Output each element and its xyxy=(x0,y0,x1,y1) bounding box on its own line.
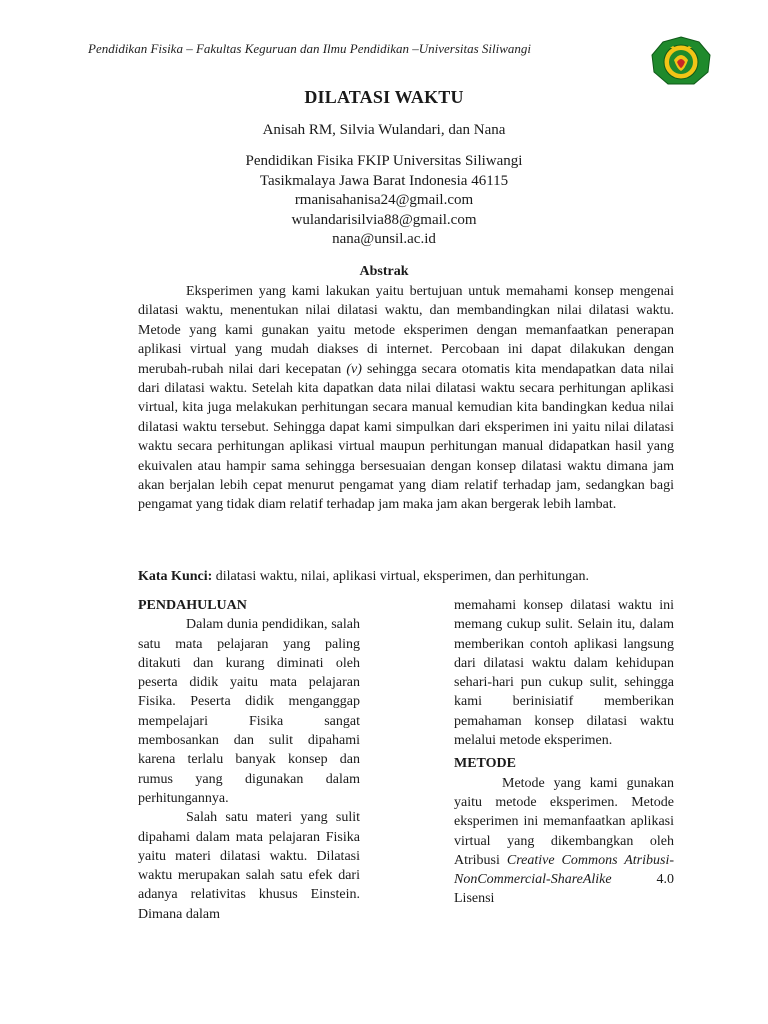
author-email: rmanisahanisa24@gmail.com xyxy=(294,192,474,208)
author-email: wulandarisilvia88@gmail.com xyxy=(291,211,477,228)
section-heading-pendahuluan: PENDAHULUAN xyxy=(138,598,247,613)
abstract-text-part: sehingga secara otomatis kita mendapatkan data nilai dari dilatasi waktu. Setelah kita dapatkan data nilai dilatasi waktu secara perhitungan aplikasi virtual, kita juga melakukan perhitungan secara manual kemudian kita bandingkan kedua nilai dilatasi waktu tersebut. Sehingga dapat kami simpulkan dari eksperimen ini yaitu nilai dilatasi waktu secara perhitungan aplikasi virtual maupun perhitungan manual didapatkan hasil yang ekuivalen atau hampir sama sehingga bersesuaian dengan konsep dilatasi waktu dimana jam akan berjalan lebih cepat menurut pengamat yang diam relatif terhadap jam, sedangkan bagi pengamat yang tidak diam relatif terhadap jam maka jam akan bergerak lebih lambat. xyxy=(138,361,675,513)
velocity-symbol: (v) xyxy=(346,361,362,377)
university-seal-icon xyxy=(650,36,712,86)
abstract-heading: Abstrak xyxy=(359,264,409,279)
license-name: Creative Commons Atribusi-NonCommercial-ShareAlike xyxy=(454,852,674,888)
metode-text: Metode yang kami gunakan yaitu metode eksperimen. Metode eksperimen ini memanfaatkan aplikasi virtual yang dikembangkan oleh Atribusi xyxy=(454,775,674,868)
journal-header: Pendidikan Fisika – Fakultas Keguruan dan Ilmu Pendidikan –Universitas Siliwangi xyxy=(88,41,532,56)
body-paragraph xyxy=(454,774,674,909)
body-paragraph: memahami konsep dilatasi waktu ini memang cukup sulit. Selain itu, dalam memberikan contoh aplikasi langsung dari dilatasi waktu dalam kehidupan sehari-hari pun cukup sulit, sehingga kami berinisiatif memberikan pemahaman konsep dilatasi waktu melalui metode eksperimen. xyxy=(454,598,674,749)
keywords-label: Kata Kunci: xyxy=(138,569,213,584)
abstract-text xyxy=(138,282,674,515)
section-heading-metode: METODE xyxy=(454,756,516,772)
affiliation-institution: Pendidikan Fisika FKIP Universitas Siliwangi xyxy=(245,153,523,169)
metode-text-end: 4.0 Lisensi xyxy=(454,872,674,907)
paper-title: DILATASI WAKTU xyxy=(304,87,464,107)
left-column xyxy=(138,596,360,924)
affiliation-block xyxy=(0,152,768,250)
author-email: nana@unsil.ac.id xyxy=(332,231,436,247)
abstract-text-part: Eksperimen yang kami lakukan yaitu bertujuan untuk memahami konsep mengenai dilatasi waktu, menentukan nilai dilatasi waktu, dan membandingkan nilai dilatasi waktu. Metode yang kami gunakan yaitu metode eksperimen dengan memanfaatkan penerapan aplikasi virtual yang mudah diakses di internet. Percobaan ini dapat dilakukan dengan merubah-rubah nilai dari kecepatan xyxy=(138,284,674,377)
affiliation-address: Tasikmalaya Jawa Barat Indonesia 46115 xyxy=(259,172,509,189)
keywords-line xyxy=(138,567,678,586)
right-column xyxy=(454,596,674,909)
university-logo xyxy=(650,36,712,86)
body-paragraph: Salah satu materi yang sulit dipahami dalam mata pelajaran Fisika yaitu materi dilatasi waktu. Dilatasi waktu merupakan salah satu efek dari adanya relativitas khusus Einstein. Dimana dalam xyxy=(138,810,360,922)
keywords-text: dilatasi waktu, nilai, aplikasi virtual, eksperimen, dan perhitungan. xyxy=(215,569,590,584)
body-paragraph: Dalam dunia pendidikan, salah satu mata pelajaran yang paling ditakuti dan kurang diminati oleh peserta didik yaitu mata pelajaran Fisika. Peserta didik menganggap mempelajari Fisika sangat membosankan dan sulit dipahami karena terlalu banyak konsep dan rumus yang digunakan dalam perhitungannya. xyxy=(138,617,360,806)
author-list: Anisah RM, Silvia Wulandari, dan Nana xyxy=(262,122,506,138)
